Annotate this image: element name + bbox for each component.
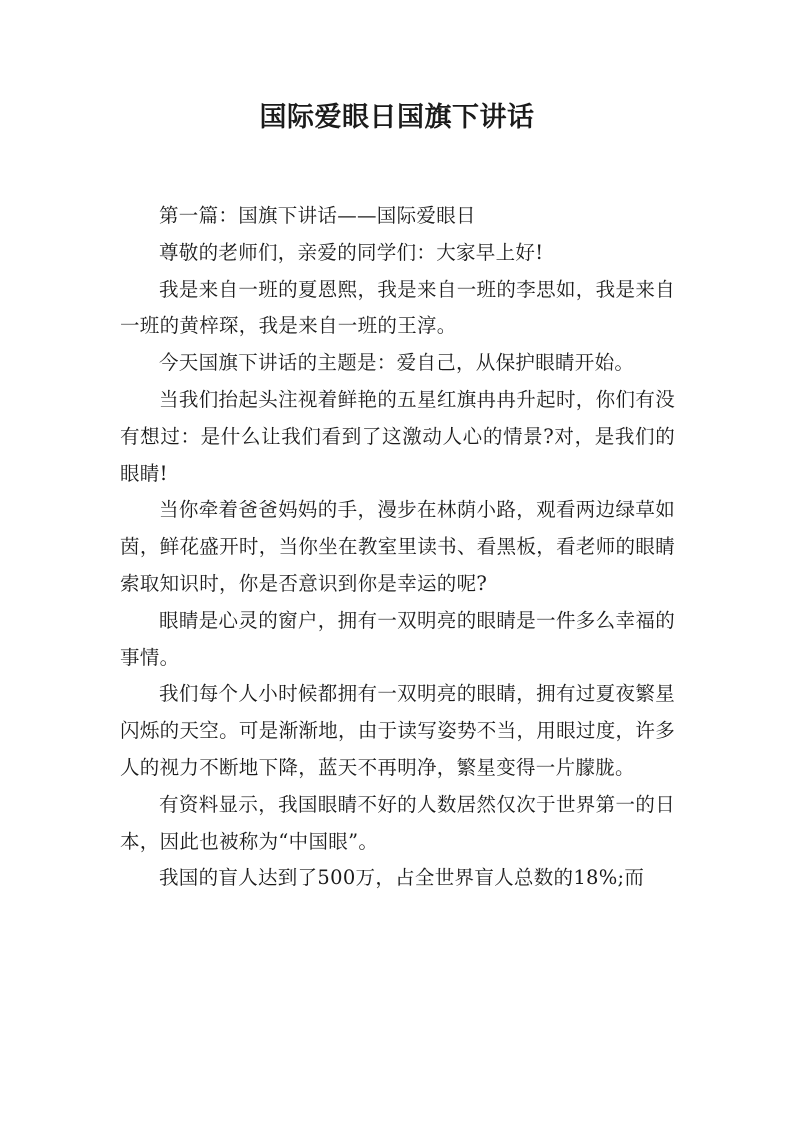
document-body (120, 198, 675, 897)
paragraph-greeting: 尊敬的老师们，亲爱的同学们：大家早上好! (159, 240, 544, 264)
paragraph-window: 眼睛是心灵的窗户，拥有一双明亮的眼睛是一件多么幸福的事情。 (120, 608, 675, 669)
document-title: 国际爱眼日国旗下讲话 (259, 102, 535, 133)
paragraph-statistics: 有资料显示，我国眼睛不好的人数居然仅次于世界第一的日本，因此也被称为“中国眼”。 (120, 792, 675, 853)
paragraph-blind-count: 我国的盲人达到了500万，占全世界盲人总数的18%;而 (159, 866, 645, 890)
paragraph-flag: 当我们抬起头注视着鲜艳的五星红旗冉冉升起时，你们有没有想过：是什么让我们看到了这激动人心的情景?对，是我们的眼睛! (120, 387, 675, 485)
paragraph-lucky: 当你牵着爸爸妈妈的手，漫步在林荫小路，观看两边绿草如茵，鲜花盛开时，当你坐在教室里读书、看黑板，看老师的眼睛索取知识时，你是否意识到你是幸运的呢? (120, 498, 675, 595)
paragraph-theme: 今天国旗下讲话的主题是：爱自己，从保护眼睛开始。 (159, 351, 635, 375)
paragraph-speakers: 我是来自一班的夏恩熙，我是来自一班的李思如，我是来自一班的黄梓琛，我是来自一班的王淳。 (120, 277, 675, 338)
paragraph-childhood: 我们每个人小时候都拥有一双明亮的眼睛，拥有过夏夜繁星闪烁的天空。可是渐渐地，由于读写姿势不当，用眼过度，许多人的视力不断地下降，蓝天不再明净，繁星变得一片朦胧。 (120, 682, 675, 779)
paragraph-section-heading: 第一篇：国旗下讲话——国际爱眼日 (159, 204, 476, 227)
